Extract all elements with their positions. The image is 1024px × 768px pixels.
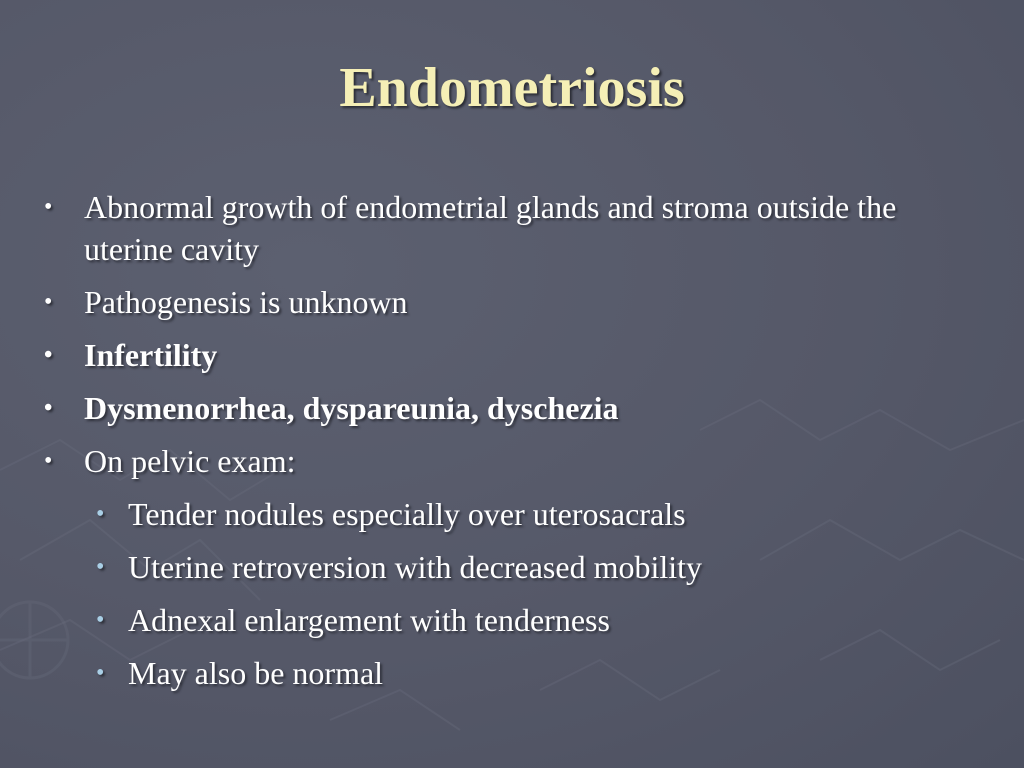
bullet-item-pathogenesis [40,281,940,323]
bullet-text: On pelvic exam: [84,443,296,479]
sub-bullet-item-retroversion [40,546,940,588]
bullet-item-definition [40,186,940,270]
bullet-item-pelvic-exam [40,440,940,482]
bullet-text: Adnexal enlargement with tenderness [128,602,610,638]
sub-bullet-dot-icon: • [96,501,105,527]
bullet-dot-icon: • [44,448,53,474]
bullet-item-infertility [40,334,940,376]
sub-bullet-dot-icon: • [96,554,105,580]
bullet-text: Infertility [84,337,218,373]
bullet-dot-icon: • [44,395,53,421]
bullet-text: Pathogenesis is unknown [84,284,408,320]
bullet-text: Dysmenorrhea, dyspareunia, dyschezia [84,390,619,426]
slide-title: Endometriosis [339,57,685,119]
bullet-dot-icon: • [44,342,53,368]
bullet-text: May also be normal [128,655,384,691]
sub-bullet-dot-icon: • [96,607,105,633]
sub-bullet-item-adnexal [40,599,940,641]
bullet-item-symptoms [40,387,940,429]
bullet-text: Uterine retroversion with decreased mobility [128,549,703,585]
bullet-dot-icon: • [44,289,53,315]
bullet-text: Abnormal growth of endometrial glands and stroma outside the uterine cavity [84,189,897,267]
bullet-dot-icon: • [44,194,53,220]
bullet-list [40,186,940,705]
sub-bullet-dot-icon: • [96,660,105,686]
sub-bullet-item-nodules [40,493,940,535]
sub-bullet-item-normal [40,652,940,694]
bullet-text: Tender nodules especially over uterosacrals [128,496,686,532]
